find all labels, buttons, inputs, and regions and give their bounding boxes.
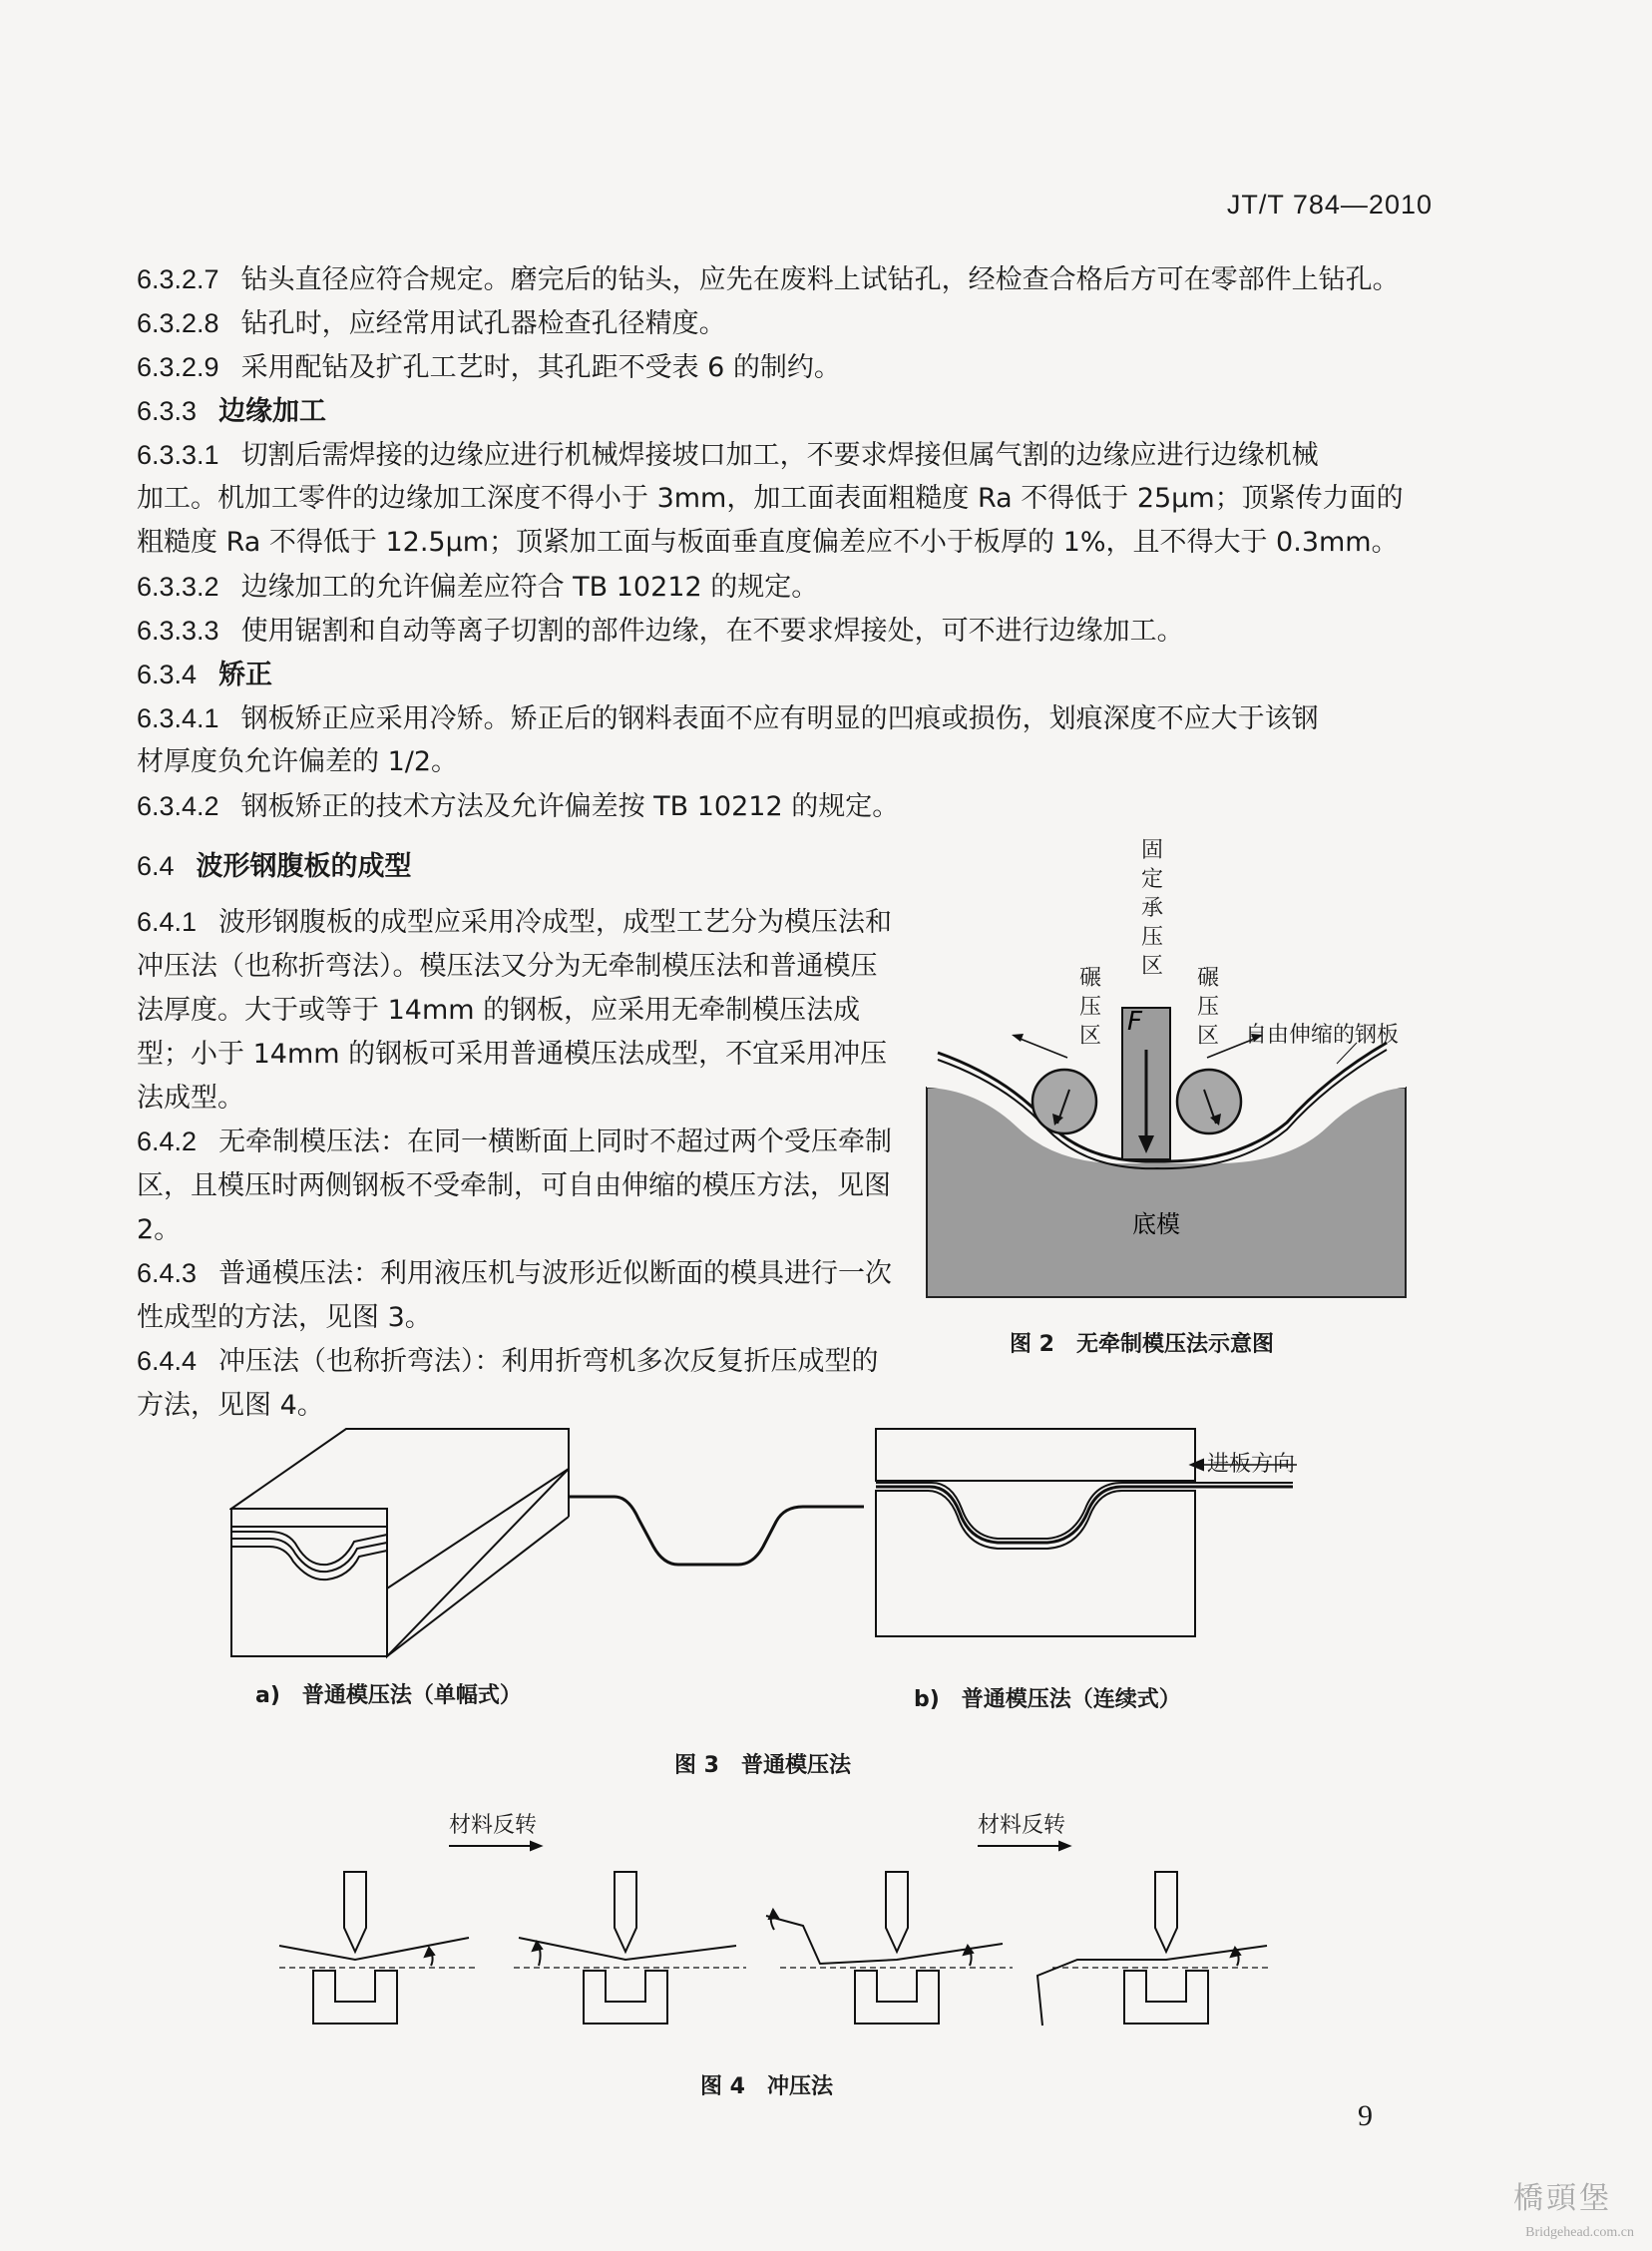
paragraph-6-3-2-9: 6.3.2.9 采用配钻及扩孔工艺时，其孔距不受表 6 的制约。 xyxy=(137,352,841,383)
heading-6-4: 6.4 波形钢腹板的成型 xyxy=(137,851,412,882)
reverse-label-2: 材料反转 xyxy=(978,1813,1066,1838)
paragraph-6-4-2: 6.4.2 无牵制模压法：在同一横断面上同时不超过两个受压牵制区，且模压时两侧钢板不受牵制，可自由伸缩的模压方法，见图 2。 xyxy=(137,1126,893,1245)
paragraph-6-3-4-1: 6.3.4.1 钢板矫正应采用冷矫。矫正后的钢料表面不应有明显的凹痕或损伤，划痕深度不应大于该钢 xyxy=(137,703,1319,734)
figure-3b-caption: b) 普通模压法（连续式） xyxy=(914,1687,1181,1712)
paragraph-6-3-4-1-line2: 材厚度负允许偏差的 1/2。 xyxy=(137,746,459,777)
left-roll-zone-label: 碾压区 xyxy=(1078,966,1101,1049)
die-label: 底模 xyxy=(1132,1210,1180,1238)
press-step-2 xyxy=(514,1872,746,2024)
figure-3a-caption: a) 普通模压法（单幅式） xyxy=(255,1683,522,1708)
figure-3-caption: 图 3 普通模压法 xyxy=(674,1753,851,1778)
reverse-label-1: 材料反转 xyxy=(449,1813,538,1838)
watermark-logo: 橋頭堡 xyxy=(1513,2181,1612,2216)
paragraph-6-4-3: 6.4.3 普通模压法：利用液压机与波形近似断面的模具进行一次性成型的方法，见图 3。 xyxy=(137,1258,893,1333)
force-label: F xyxy=(1127,1007,1142,1037)
press-step-3 xyxy=(766,1872,1013,2024)
paragraph-6-3-2-7: 6.3.2.7 钻头直径应符合规定。磨完后的钻头，应先在废料上试钻孔，经检查合格后方可在零部件上钻孔。 xyxy=(137,264,1400,295)
paragraph-6-3-3-2: 6.3.3.2 边缘加工的允许偏差应符合 TB 10212 的规定。 xyxy=(137,572,819,603)
feed-direction-label: 进板方向 xyxy=(1207,1452,1296,1477)
document-header: JT/T 784—2010 xyxy=(1226,190,1433,220)
fixed-zone-label: 固定承压区 xyxy=(1140,838,1163,979)
paragraph-6-3-3-1-line3: 粗糙度 Ra 不得低于 12.5μm；顶紧加工面与板面垂直度偏差应不小于板厚的 1%，且不得大于 0.3mm。 xyxy=(137,527,1399,558)
paragraph-6-3-4-2: 6.3.4.2 钢板矫正的技术方法及允许偏差按 TB 10212 的规定。 xyxy=(137,791,900,822)
heading-6-3-4: 6.3.4 矫正 xyxy=(137,660,273,690)
figure-2-diagram xyxy=(918,828,1496,1347)
figure-3-diagram xyxy=(229,1427,1347,1666)
watermark-url: Bridgehead.com.cn xyxy=(1525,2225,1634,2240)
paragraph-6-3-3-3: 6.3.3.3 使用锯割和自动等离子切割的部件边缘，在不要求焊接处，可不进行边缘加工。 xyxy=(137,616,1184,647)
paragraph-6-3-2-8: 6.3.2.8 钻孔时，应经常用试孔器检查孔径精度。 xyxy=(137,308,726,339)
paragraph-6-4-4: 6.4.4 冲压法（也称折弯法）：利用折弯机多次反复折压成型的方法，见图 4。 xyxy=(137,1346,879,1421)
page-number: 9 xyxy=(1358,2099,1373,2132)
figure-4-diagram xyxy=(269,1836,1287,2035)
paragraph-6-4-1: 6.4.1 波形钢腹板的成型应采用冷成型，成型工艺分为模压法和冲压法（也称折弯法）。模压法又分为无牵制模压法和普通模压法厚度。大于或等于 14mm 的钢板，应采用无牵制模压法成型；小于 14mm 的钢板可采用普通模压法成型，不宜采用冲压法成型。 xyxy=(137,907,893,1114)
corrugated-web xyxy=(569,1497,864,1565)
figure-2-caption: 图 2 无牵制模压法示意图 xyxy=(1010,1332,1274,1357)
single-die xyxy=(231,1429,569,1656)
paragraph-6-3-3-1: 6.3.3.1 切割后需焊接的边缘应进行机械焊接坡口加工，不要求焊接但属气割的边缘应进行边缘机械 xyxy=(137,440,1319,471)
press-step-4 xyxy=(1037,1872,1272,2026)
press-step-1 xyxy=(279,1872,479,2024)
paragraph-6-3-3-1-line2: 加工。机加工零件的边缘加工深度不得小于 3mm，加工面表面粗糙度 Ra 不得低于 25μm；顶紧传力面的 xyxy=(137,483,1404,514)
right-roll-zone-label: 碾压区 xyxy=(1196,966,1219,1049)
heading-6-3-3: 6.3.3 边缘加工 xyxy=(137,396,327,427)
figure-4-caption: 图 4 冲压法 xyxy=(700,2074,833,2099)
free-plate-label: 自由伸缩的钢板 xyxy=(1245,1023,1400,1048)
